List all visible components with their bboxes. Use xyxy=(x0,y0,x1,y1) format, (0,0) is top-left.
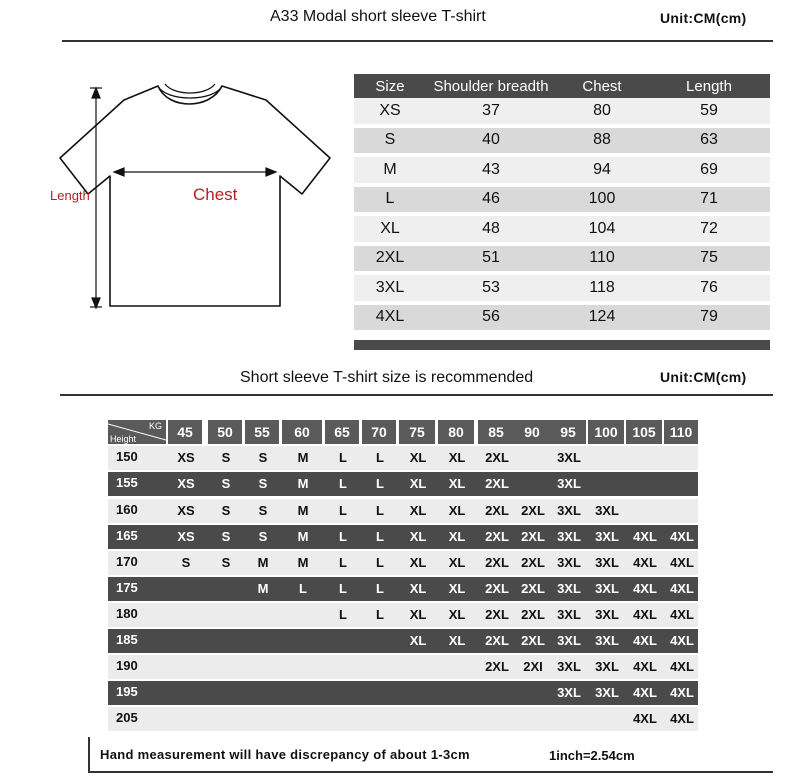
size-cell: XL xyxy=(448,503,466,518)
size-cell: S xyxy=(258,503,268,518)
size-cell: 4XL xyxy=(670,607,694,622)
corner-kg-label: KG xyxy=(148,421,162,431)
size-cell: S xyxy=(181,555,191,570)
page-title: A33 Modal short sleeve T-shirt xyxy=(270,8,486,25)
table-cell: 59 xyxy=(648,98,770,126)
table-row xyxy=(354,273,770,303)
corner-header xyxy=(108,420,166,444)
size-cell: XL xyxy=(448,555,466,570)
height-value: 175 xyxy=(116,580,138,595)
table-cell: 51 xyxy=(426,244,556,274)
size-cell: 3XL xyxy=(557,450,581,465)
size-cell: XS xyxy=(177,529,195,544)
table-cell: 2XL xyxy=(354,244,426,274)
size-cell: M xyxy=(297,529,309,544)
weight-header: 60 xyxy=(282,420,324,444)
size-cell: 2XL xyxy=(485,450,509,465)
height-value: 155 xyxy=(116,475,138,490)
size-cell: 4XL xyxy=(670,633,694,648)
height-value: 170 xyxy=(116,554,138,569)
size-cell: 2XL xyxy=(485,607,509,622)
table-row xyxy=(108,707,698,731)
size-cell: XL xyxy=(448,450,466,465)
table-cell: S xyxy=(354,126,426,156)
weight-header: 45 xyxy=(168,420,204,444)
table-cell: 40 xyxy=(426,126,556,156)
size-cell: XL xyxy=(448,529,466,544)
size-cell: XL xyxy=(448,633,466,648)
divider xyxy=(62,40,773,42)
weight-header: 65 xyxy=(325,420,361,444)
table-cell: 124 xyxy=(556,303,648,333)
size-cell: 2XL xyxy=(485,503,509,518)
size-cell: 3XL xyxy=(557,607,581,622)
table-row xyxy=(354,303,770,333)
size-cell: L xyxy=(339,607,347,622)
table-cell: XL xyxy=(354,214,426,244)
size-cell: L xyxy=(299,581,307,596)
size-cell: 2XL xyxy=(521,503,545,518)
size-cell: 3XL xyxy=(557,529,581,544)
size-cell: M xyxy=(257,581,269,596)
height-value: 180 xyxy=(116,606,138,621)
table-cell: 104 xyxy=(556,214,648,244)
size-cell: S xyxy=(221,555,231,570)
table-cell: 4XL xyxy=(354,303,426,333)
table-cell: 3XL xyxy=(354,273,426,303)
height-value: 165 xyxy=(116,528,138,543)
table-footer-bar xyxy=(354,340,770,350)
weight-header: 50 xyxy=(208,420,244,444)
table-cell: 100 xyxy=(556,185,648,215)
table-cell: 37 xyxy=(426,98,556,126)
size-cell: S xyxy=(258,529,268,544)
size-cell: 2XL xyxy=(485,555,509,570)
table-cell: 88 xyxy=(556,126,648,156)
size-cell: M xyxy=(297,476,309,491)
table-row xyxy=(108,472,698,496)
tshirt-diagram xyxy=(40,66,360,326)
table-cell: 79 xyxy=(648,303,770,333)
size-cell: 4XL xyxy=(633,685,657,700)
size-cell: 4XL xyxy=(670,581,694,596)
table-cell: 76 xyxy=(648,273,770,303)
table-row xyxy=(108,577,698,601)
weight-header: 105 xyxy=(626,420,664,444)
size-cell: S xyxy=(221,476,231,491)
table-row xyxy=(354,244,770,274)
size-cell: 4XL xyxy=(633,659,657,674)
table-cell: 46 xyxy=(426,185,556,215)
table-cell: XS xyxy=(354,98,426,126)
size-cell: 2XL xyxy=(521,633,545,648)
chest-label: Chest xyxy=(193,185,238,204)
size-cell: XS xyxy=(177,503,195,518)
size-cell: 3XL xyxy=(557,476,581,491)
size-cell: XS xyxy=(177,450,195,465)
table-row xyxy=(354,155,770,185)
size-cell: 4XL xyxy=(633,711,657,726)
weight-header: 55 xyxy=(245,420,281,444)
size-cell: L xyxy=(376,607,384,622)
table-row xyxy=(354,126,770,156)
column-header: Chest xyxy=(556,74,648,98)
size-cell: L xyxy=(339,581,347,596)
table-row xyxy=(108,446,698,470)
size-cell: XL xyxy=(409,529,427,544)
footer-line xyxy=(88,771,773,773)
size-cell: XL xyxy=(448,476,466,491)
recommend-unit-label: Unit:CM(cm) xyxy=(660,369,747,385)
weight-header: 90 xyxy=(514,420,552,444)
height-value: 195 xyxy=(116,684,138,699)
size-cell: 3XL xyxy=(557,685,581,700)
table-cell: 63 xyxy=(648,126,770,156)
table-cell: 53 xyxy=(426,273,556,303)
size-cell: XL xyxy=(448,607,466,622)
size-cell: 2XL xyxy=(521,607,545,622)
table-row xyxy=(108,551,698,575)
size-cell: 2XL xyxy=(485,659,509,674)
table-cell: 80 xyxy=(556,98,648,126)
size-cell: M xyxy=(297,450,309,465)
size-cell: 3XL xyxy=(595,685,619,700)
table-cell: 75 xyxy=(648,244,770,274)
size-cell: 4XL xyxy=(633,607,657,622)
height-value: 185 xyxy=(116,632,138,647)
size-cell: 2XI xyxy=(523,659,543,674)
size-cell: S xyxy=(221,503,231,518)
weight-header: 110 xyxy=(664,420,700,444)
size-cell: 2XL xyxy=(485,633,509,648)
chest-arrow xyxy=(114,168,276,176)
size-cell: 3XL xyxy=(595,503,619,518)
table-cell: 72 xyxy=(648,214,770,244)
size-cell: 4XL xyxy=(670,659,694,674)
size-cell: 3XL xyxy=(557,581,581,596)
size-cell: L xyxy=(339,503,347,518)
size-cell: L xyxy=(339,529,347,544)
table-row xyxy=(108,525,698,549)
size-cell: L xyxy=(376,581,384,596)
size-cell: 2XL xyxy=(485,581,509,596)
table-row xyxy=(354,98,770,126)
column-header: Shoulder breadth xyxy=(426,74,556,98)
height-value: 205 xyxy=(116,710,138,725)
weight-header: 75 xyxy=(399,420,437,444)
size-cell: 4XL xyxy=(670,685,694,700)
size-cell: 3XL xyxy=(595,529,619,544)
size-cell: S xyxy=(258,476,268,491)
size-cell: 3XL xyxy=(557,555,581,570)
size-cell: 4XL xyxy=(633,633,657,648)
size-cell: S xyxy=(258,450,268,465)
size-cell: L xyxy=(339,555,347,570)
table-cell: M xyxy=(354,155,426,185)
size-cell: 3XL xyxy=(595,581,619,596)
divider xyxy=(60,394,773,396)
inch-conversion: 1inch=2.54cm xyxy=(549,748,635,763)
table-cell: 94 xyxy=(556,155,648,185)
table-row xyxy=(108,655,698,679)
height-value: 190 xyxy=(116,658,138,673)
size-cell: L xyxy=(339,450,347,465)
size-cell: 2XL xyxy=(521,555,545,570)
weight-header: 95 xyxy=(550,420,588,444)
size-cell: XL xyxy=(409,555,427,570)
size-cell: 2XL xyxy=(485,476,509,491)
size-cell: XL xyxy=(409,476,427,491)
height-value: 150 xyxy=(116,449,138,464)
size-cell: 4XL xyxy=(633,581,657,596)
size-cell: S xyxy=(221,529,231,544)
size-cell: 4XL xyxy=(670,711,694,726)
length-label: Length xyxy=(50,188,90,203)
size-cell: 3XL xyxy=(595,633,619,648)
size-cell: 2XL xyxy=(521,529,545,544)
size-cell: XL xyxy=(409,607,427,622)
height-value: 160 xyxy=(116,502,138,517)
measurement-note: Hand measurement will have discrepancy of about 1-3cm xyxy=(100,747,470,762)
size-cell: 3XL xyxy=(557,633,581,648)
weight-header: 70 xyxy=(362,420,398,444)
table-row xyxy=(108,499,698,523)
table-cell: 48 xyxy=(426,214,556,244)
table-cell: 118 xyxy=(556,273,648,303)
size-cell: 4XL xyxy=(633,529,657,544)
table-row xyxy=(354,185,770,215)
size-table xyxy=(354,74,770,334)
recommend-title: Short sleeve T-shirt size is recommended xyxy=(240,369,534,386)
table-cell: L xyxy=(354,185,426,215)
size-cell: M xyxy=(297,503,309,518)
size-cell: XL xyxy=(409,633,427,648)
size-cell: 2XL xyxy=(521,581,545,596)
size-cell: L xyxy=(376,476,384,491)
unit-label: Unit:CM(cm) xyxy=(660,10,747,26)
size-cell: 4XL xyxy=(670,529,694,544)
size-cell: 4XL xyxy=(670,555,694,570)
size-cell: XL xyxy=(409,581,427,596)
table-cell: 71 xyxy=(648,185,770,215)
size-cell: L xyxy=(339,476,347,491)
table-cell: 43 xyxy=(426,155,556,185)
size-cell: 3XL xyxy=(595,659,619,674)
table-cell: 110 xyxy=(556,244,648,274)
table-row xyxy=(108,603,698,627)
size-cell: 2XL xyxy=(485,529,509,544)
table-cell: 69 xyxy=(648,155,770,185)
size-cell: M xyxy=(257,555,269,570)
size-cell: 3XL xyxy=(595,607,619,622)
column-header: Length xyxy=(648,74,770,98)
corner-height-label: Height xyxy=(110,434,137,444)
table-row xyxy=(354,214,770,244)
size-cell: M xyxy=(297,555,309,570)
size-cell: XL xyxy=(448,581,466,596)
size-cell: S xyxy=(221,450,231,465)
column-header: Size xyxy=(354,74,426,98)
size-cell: L xyxy=(376,503,384,518)
size-cell: XS xyxy=(177,476,195,491)
weight-header: 100 xyxy=(588,420,626,444)
size-cell: 3XL xyxy=(595,555,619,570)
table-cell: 56 xyxy=(426,303,556,333)
size-cell: L xyxy=(376,555,384,570)
weight-header: 80 xyxy=(438,420,476,444)
size-cell: XL xyxy=(409,450,427,465)
table-row xyxy=(108,681,698,705)
size-cell: XL xyxy=(409,503,427,518)
size-cell: 3XL xyxy=(557,503,581,518)
size-cell: L xyxy=(376,450,384,465)
weight-header: 85 xyxy=(478,420,516,444)
size-cell: 4XL xyxy=(633,555,657,570)
table-row xyxy=(108,629,698,653)
size-cell: 3XL xyxy=(557,659,581,674)
size-table-header xyxy=(354,74,770,98)
size-cell: L xyxy=(376,529,384,544)
